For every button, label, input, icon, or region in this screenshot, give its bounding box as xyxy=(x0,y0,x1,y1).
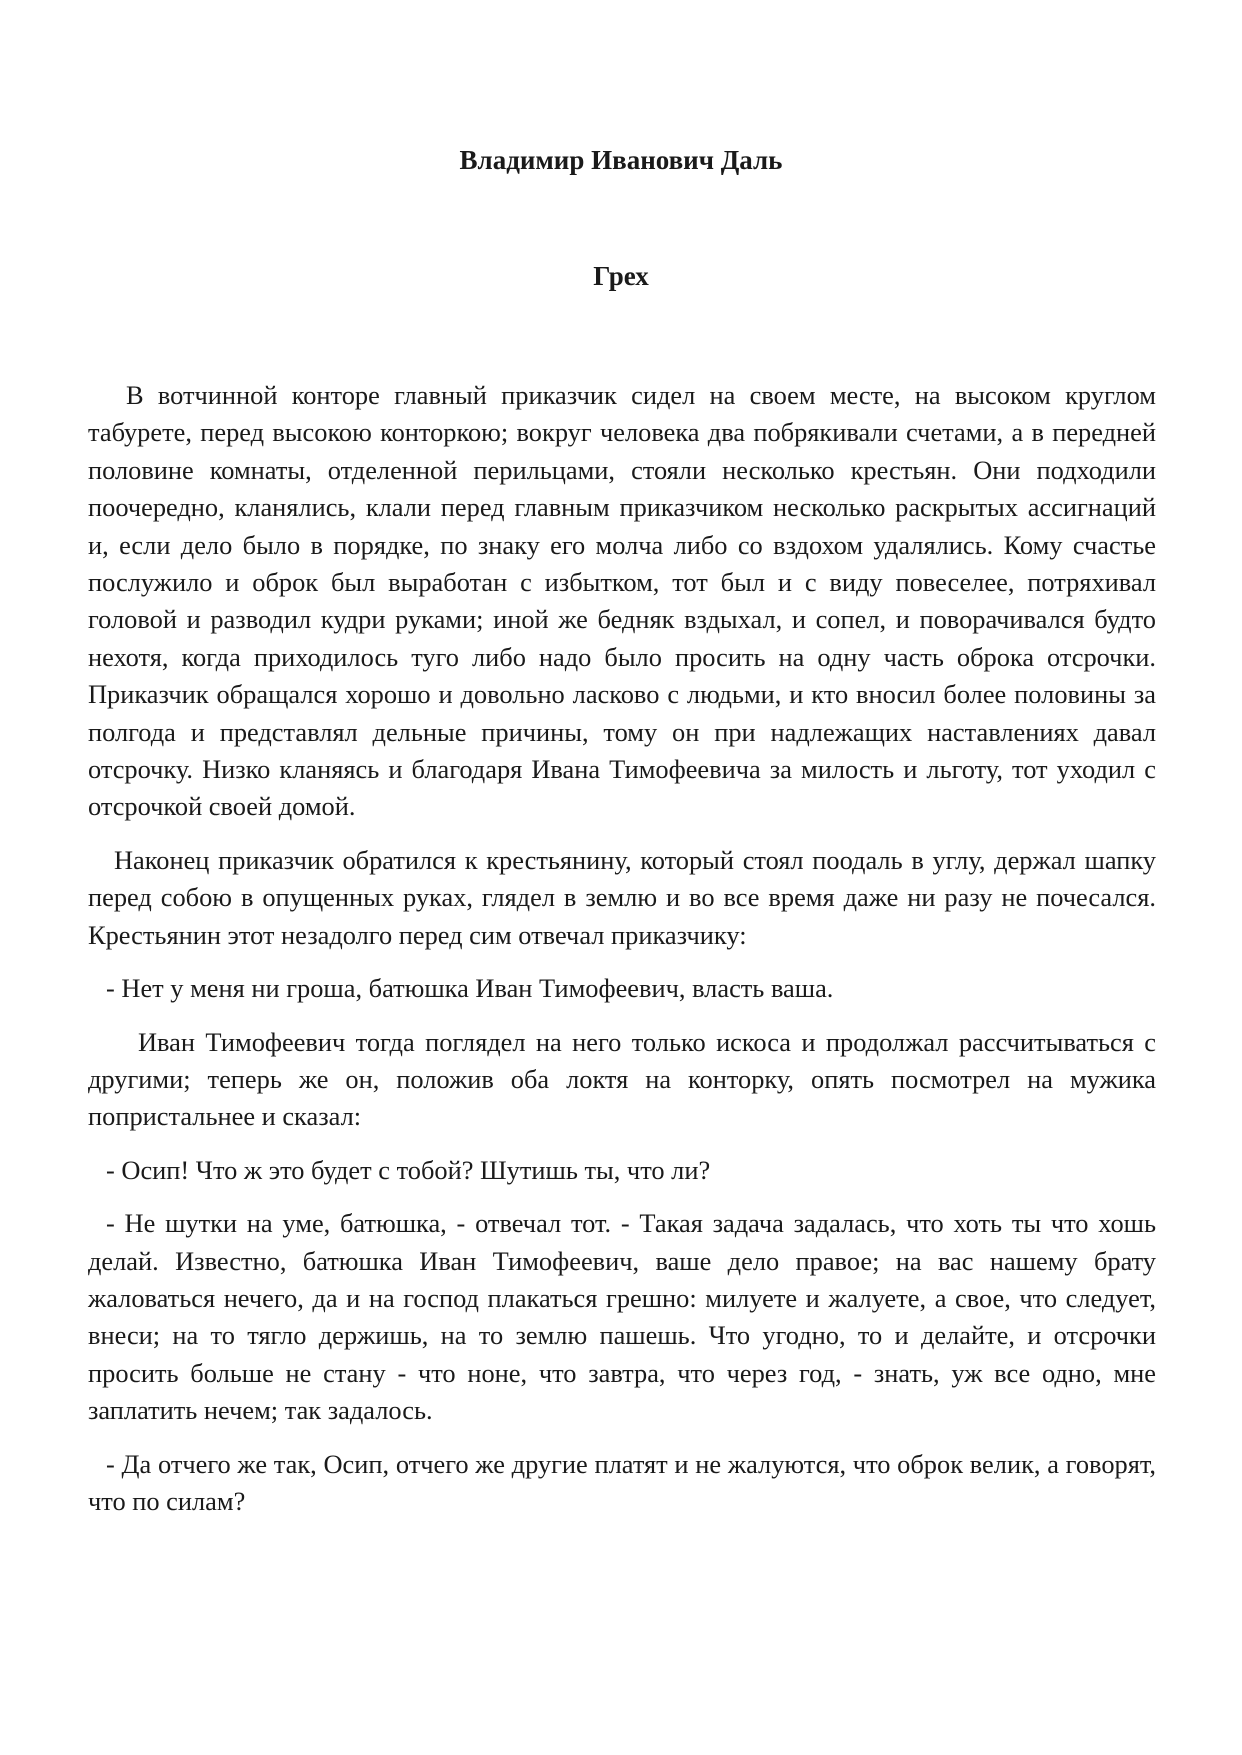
dialogue-line: - Да отчего же так, Осип, отчего же другие платят и не жалуются, что оброк велик, а говорят, что по силам? xyxy=(88,1448,1156,1516)
dialogue-line: - Не шутки на уме, батюшка, - отвечал тот. - Такая задача задалась, что хоть ты что хошь делай. Известно, батюшка Иван Тимофеевич, ваше дело правое; на вас нашему брату жаловаться нечего, да и на господ плакаться грешно: милуете и жалуете, а свое, что следует, внеси; на то тягло держишь, на то землю пашешь. Что угодно, то и делайте, и отсрочки просить больше не стану - что ноне, что завтра, что через год, - знать, уж все одно, мне заплатить нечем; так задалось. xyxy=(88,1208,1156,1426)
dialogue-line: - Нет у меня ни гроша, батюшка Иван Тимофеевич, власть ваша. xyxy=(106,973,834,1004)
dialogue-line: - Осип! Что ж это будет с тобой? Шутишь ты, что ли? xyxy=(106,1154,711,1185)
author-heading: Владимир Иванович Даль xyxy=(459,145,783,175)
paragraph: В вотчинной конторе главный приказчик сидел на своем месте, на высоком круглом табурете, перед высокою конторкою; вокруг человека два побрякивали счетами, а в передней половине комнаты, отделенной перильцами, стояли несколько крестьян. Они подходили поочередно, кланялись, клали перед главным приказчиком несколько раскрытых ассигнаций и, если дело было в порядке, по знаку его молча либо со вздохом удалялись. Кому счастье послужило и оброк был выработан с избытком, тот был и с виду повеселее, потряхивал головой и разводил кудри руками; иной же бедняк вздыхал, и сопел, и поворачивался будто нехотя, когда приходилось туго либо надо было просить на одну часть оброка отсрочки. Приказчик обращался хорошо и довольно ласково с людьми, и кто вносил более половины за полгода и представлял дельные причины, тому он при надлежащих наставлениях давал отсрочку. Низко кланяясь и благодаря Ивана Тимофеевича за милость и льготу, тот уходил с отсрочкой своей домой. xyxy=(88,380,1156,822)
story-title: Грех xyxy=(593,261,649,291)
paragraph: Наконец приказчик обратился к крестьянину, который стоял поодаль в углу, держал шапку перед собою в опущенных руках, глядел в землю и во все время даже ни разу не почесался. Крестьянин этот незадолго перед сим отвечал приказчику: xyxy=(88,844,1156,950)
paragraph: Иван Тимофеевич тогда поглядел на него только искоса и продолжал рассчитываться с другими; теперь же он, положив оба локтя на конторку, опять посмотрел на мужика попристальнее и сказал: xyxy=(88,1026,1156,1132)
story-body xyxy=(88,377,1156,1536)
